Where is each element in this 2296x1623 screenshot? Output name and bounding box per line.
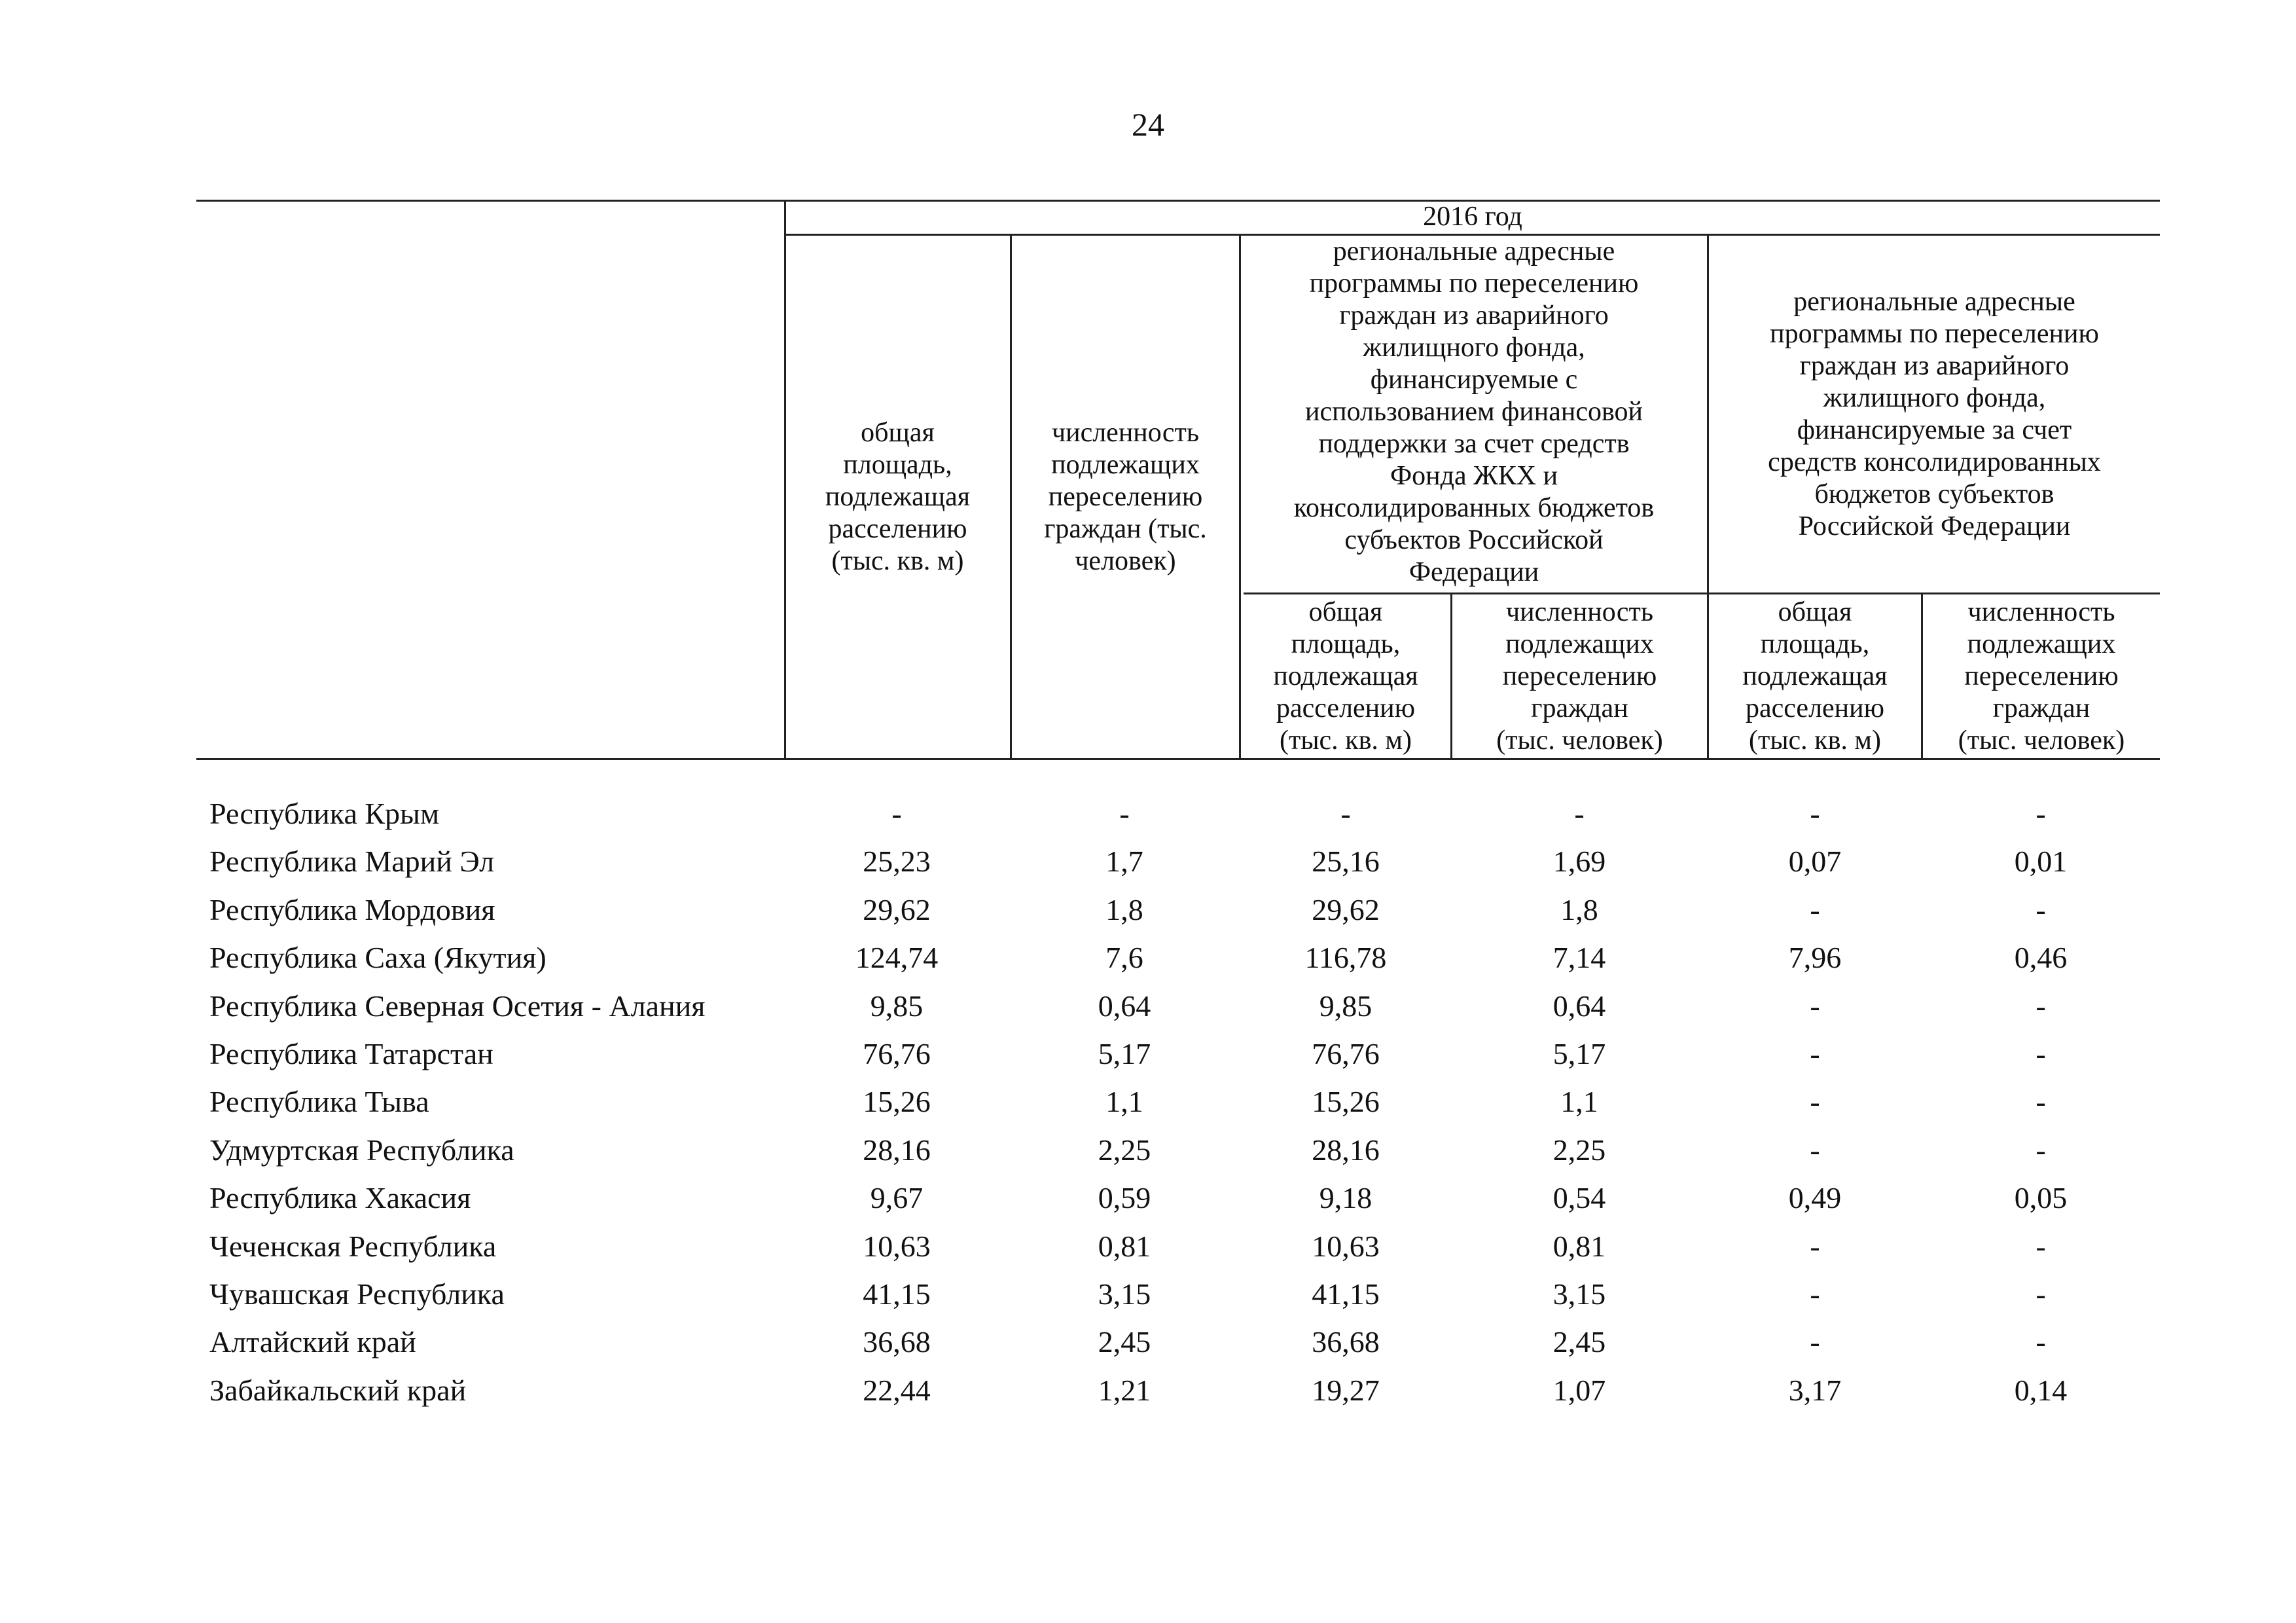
table-cell: 25,23: [863, 845, 931, 878]
table-cell: 5,17: [1098, 1037, 1151, 1070]
table-cell: 124,74: [855, 941, 939, 974]
table-cell: 2,45: [1098, 1325, 1151, 1359]
table-cell: 0,05: [2014, 1181, 2068, 1214]
table-cell: 9,85: [1319, 989, 1372, 1023]
col-header-total-people: численность подлежащих переселению граждан (тыс. человек): [1044, 417, 1207, 576]
table-cell: 0,59: [1098, 1181, 1151, 1214]
table-cell: 15,26: [1312, 1085, 1380, 1118]
table-cell: -: [2036, 893, 2046, 926]
page-number: 24: [1132, 106, 1164, 143]
table-cell: 28,16: [1312, 1133, 1380, 1167]
table-cell: -: [2036, 1277, 2046, 1311]
group-header-budget: региональные адресные программы по переселению граждан из аварийного жилищного фонда, финансируемые за счет средств консолидированных бюджетов субъектов Российской Федерации: [1768, 286, 2101, 541]
table-cell: 2,25: [1552, 1133, 1606, 1167]
table-row-label: Чувашская Республика: [209, 1277, 505, 1311]
table-cell: 0,64: [1098, 989, 1151, 1023]
table-cell: 1,8: [1105, 893, 1143, 926]
table-cell: 1,1: [1560, 1085, 1598, 1118]
table-cell: 5,17: [1552, 1037, 1606, 1070]
table-cell: 7,96: [1788, 941, 1842, 974]
table-cell: 1,21: [1098, 1374, 1151, 1407]
table-cell: 0,54: [1552, 1181, 1606, 1214]
table-cell: 1,07: [1552, 1374, 1606, 1407]
table-cell: 0,46: [2014, 941, 2068, 974]
table-cell: -: [1340, 797, 1351, 830]
subheader-area-fund: общая площадь, подлежащая расселению (тыс. кв. м): [1273, 596, 1418, 756]
table-cell: 2,25: [1098, 1133, 1151, 1167]
table-cell: 1,69: [1552, 845, 1606, 878]
table-cell: -: [1810, 893, 1820, 926]
table-cell: 3,15: [1098, 1277, 1151, 1311]
table-cell: -: [2036, 1085, 2046, 1118]
table-row-label: Республика Мордовия: [209, 893, 495, 926]
table-cell: 7,14: [1552, 941, 1606, 974]
table-cell: -: [1810, 1133, 1820, 1167]
col-header-total-area: общая площадь, подлежащая расселению (тыс. кв. м): [825, 417, 971, 576]
table-cell: 0,14: [2014, 1374, 2068, 1407]
table-cell: -: [1119, 797, 1130, 830]
table-cell: 1,1: [1105, 1085, 1143, 1118]
group-header-fund: региональные адресные программы по переселению граждан из аварийного жилищного фонда, финансируемые с использованием финансовой поддержки за счет средств Фонда ЖКХ и консолидированных бюджетов субъектов Российской Федерации: [1293, 236, 1655, 587]
table-cell: -: [1810, 797, 1820, 830]
table-cell: 15,26: [863, 1085, 931, 1118]
table-cell: 36,68: [1312, 1325, 1380, 1359]
table-row-label: Республика Татарстан: [209, 1037, 493, 1070]
table-cell: 9,67: [870, 1181, 924, 1214]
table-cell: 0,07: [1788, 845, 1842, 878]
table-row-label: Республика Северная Осетия - Алания: [209, 989, 706, 1023]
table-cell: -: [2036, 1325, 2046, 1359]
table-cell: 3,17: [1788, 1374, 1842, 1407]
table-cell: 2,45: [1552, 1325, 1606, 1359]
table-cell: 41,15: [863, 1277, 931, 1311]
table-row-label: Чеченская Республика: [209, 1230, 497, 1263]
table-cell: 0,81: [1098, 1230, 1151, 1263]
table-cell: -: [2036, 1133, 2046, 1167]
table-row-label: Республика Хакасия: [209, 1181, 471, 1214]
table-row-label: Алтайский край: [209, 1325, 416, 1359]
table-cell: -: [2036, 797, 2046, 830]
header-bottom-rule: [196, 758, 2160, 760]
table-cell: 116,78: [1304, 941, 1387, 974]
table-cell: 0,81: [1552, 1230, 1606, 1263]
table-row-label: Забайкальский край: [209, 1374, 467, 1407]
table-cell: 1,7: [1105, 845, 1143, 878]
table-row-label: Удмуртская Республика: [209, 1133, 514, 1167]
table-cell: 29,62: [863, 893, 931, 926]
table-cell: 25,16: [1312, 845, 1380, 878]
table-cell: -: [891, 797, 902, 830]
table-cell: 10,63: [1312, 1230, 1380, 1263]
table-cell: 1,8: [1560, 893, 1598, 926]
table-row-label: Республика Крым: [209, 797, 440, 830]
table-cell: 7,6: [1105, 941, 1143, 974]
table-cell: 36,68: [863, 1325, 931, 1359]
table-cell: 29,62: [1312, 893, 1380, 926]
subheader-people-budget: численность подлежащих переселению граждан (тыс. человек): [1958, 596, 2125, 756]
table-cell: 0,49: [1788, 1181, 1842, 1214]
table-row-label: Республика Марий Эл: [209, 845, 495, 878]
year-header: 2016 год: [1423, 201, 1522, 232]
table-cell: 9,85: [870, 989, 924, 1023]
table-cell: 41,15: [1312, 1277, 1380, 1311]
table-cell: -: [1574, 797, 1585, 830]
table-cell: -: [1810, 989, 1820, 1023]
table-cell: -: [1810, 1325, 1820, 1359]
table-cell: 10,63: [863, 1230, 931, 1263]
table-cell: -: [1810, 1037, 1820, 1070]
table-cell: -: [2036, 1230, 2046, 1263]
table-cell: 28,16: [863, 1133, 931, 1167]
table-cell: 3,15: [1552, 1277, 1606, 1311]
subheader-area-budget: общая площадь, подлежащая расселению (тыс. кв. м): [1742, 596, 1888, 756]
table-cell: 0,01: [2014, 845, 2068, 878]
table-cell: -: [2036, 989, 2046, 1023]
table-cell: -: [2036, 1037, 2046, 1070]
table-row-label: Республика Тыва: [209, 1085, 429, 1118]
table-cell: 76,76: [863, 1037, 931, 1070]
table-cell: 19,27: [1312, 1374, 1380, 1407]
table-cell: 76,76: [1312, 1037, 1380, 1070]
table-cell: -: [1810, 1230, 1820, 1263]
table-cell: 0,64: [1552, 989, 1606, 1023]
table-cell: 22,44: [863, 1374, 931, 1407]
table-cell: -: [1810, 1277, 1820, 1311]
table-cell: -: [1810, 1085, 1820, 1118]
subheader-people-fund: численность подлежащих переселению граждан (тыс. человек): [1496, 596, 1663, 756]
table-cell: 9,18: [1319, 1181, 1372, 1214]
table-row-label: Республика Саха (Якутия): [209, 941, 547, 974]
